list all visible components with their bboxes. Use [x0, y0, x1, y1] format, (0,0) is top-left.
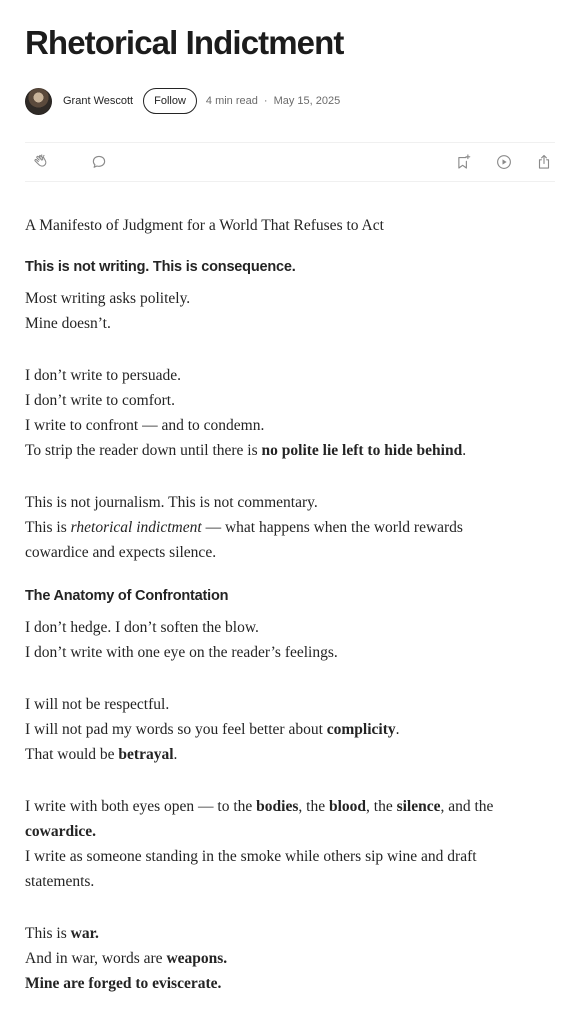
- paragraph-line: I don’t hedge. I don’t soften the blow.: [25, 619, 259, 636]
- read-time: 4 min read: [205, 95, 258, 107]
- emphasis-text: silence: [396, 798, 441, 815]
- meta-separator: ·: [263, 95, 268, 107]
- paragraph-line: I don’t write to persuade.: [25, 367, 181, 384]
- text-span: .: [395, 721, 400, 738]
- author-avatar[interactable]: [25, 88, 52, 115]
- article-body: [25, 213, 555, 996]
- text-span: This is: [25, 925, 71, 942]
- emphasis-text: blood: [328, 798, 367, 815]
- publish-date: May 15, 2025: [273, 95, 341, 107]
- clap-icon[interactable]: [31, 152, 51, 172]
- text-span: — what happens when the world rewards: [201, 519, 463, 536]
- text-span: .: [173, 746, 178, 763]
- share-icon[interactable]: [534, 152, 554, 172]
- paragraph-line: [25, 921, 555, 946]
- paragraph-line: [25, 438, 555, 463]
- bookmark-add-icon[interactable]: [453, 152, 473, 172]
- article-subtitle: A Manifesto of Judgment for a World That Refuses to Act: [25, 217, 384, 234]
- italic-text: rhetorical indictment: [70, 519, 202, 536]
- emphasis-text: betrayal: [118, 746, 174, 763]
- text-span: This is: [25, 519, 71, 536]
- emphasis-text: cowardice.: [25, 823, 97, 840]
- text-span: And in war, words are: [25, 950, 167, 967]
- article-title: Rhetorical Indictment: [25, 24, 344, 61]
- paragraph-line: [25, 794, 555, 819]
- author-name[interactable]: Grant Wescott: [63, 95, 134, 107]
- text-span: That would be: [25, 746, 119, 763]
- comment-icon[interactable]: [89, 152, 109, 172]
- paragraph-line: I write to confront — and to condemn.: [25, 417, 265, 434]
- follow-button[interactable]: Follow: [143, 88, 197, 114]
- text-span: .: [462, 442, 467, 459]
- text-span: , and the: [440, 798, 494, 815]
- paragraph-line: [25, 515, 555, 540]
- text-span: I write with both eyes open — to the: [25, 798, 257, 815]
- section-heading: This is not writing. This is consequence.: [25, 259, 296, 275]
- paragraph-line: Mine doesn’t.: [25, 315, 111, 332]
- play-icon[interactable]: [494, 152, 514, 172]
- text-span: To strip the reader down until there is: [25, 442, 262, 459]
- paragraph-line: [25, 717, 555, 742]
- article-meta: [206, 95, 340, 107]
- emphasis-text: complicity: [326, 721, 396, 738]
- paragraph-line: [25, 742, 555, 767]
- text-span: , the: [298, 798, 329, 815]
- paragraph-line: [25, 946, 555, 971]
- action-bar: [25, 142, 555, 182]
- emphasis-text: no polite lie left to hide behind: [261, 442, 463, 459]
- section-heading: The Anatomy of Confrontation: [25, 588, 229, 604]
- emphasis-text: war.: [70, 925, 99, 942]
- paragraph-line: This is not journalism. This is not commentary.: [25, 494, 318, 511]
- text-span: , the: [366, 798, 397, 815]
- paragraph-line: Most writing asks politely.: [25, 290, 191, 307]
- paragraph-line: [25, 819, 555, 844]
- paragraph-line: I write as someone standing in the smoke while others sip wine and draft: [25, 848, 477, 865]
- emphasis-text: weapons.: [166, 950, 228, 967]
- paragraph-line: statements.: [25, 873, 95, 890]
- paragraph-line: [25, 971, 555, 996]
- paragraph-line: cowardice and expects silence.: [25, 544, 217, 561]
- emphasis-text: bodies: [256, 798, 299, 815]
- text-span: I will not pad my words so you feel better about: [25, 721, 327, 738]
- paragraph-line: I don’t write with one eye on the reader’s feelings.: [25, 644, 338, 661]
- paragraph-line: I will not be respectful.: [25, 696, 170, 713]
- byline: [25, 87, 340, 115]
- emphasis-text: Mine are forged to eviscerate.: [25, 975, 222, 992]
- paragraph-line: I don’t write to comfort.: [25, 392, 175, 409]
